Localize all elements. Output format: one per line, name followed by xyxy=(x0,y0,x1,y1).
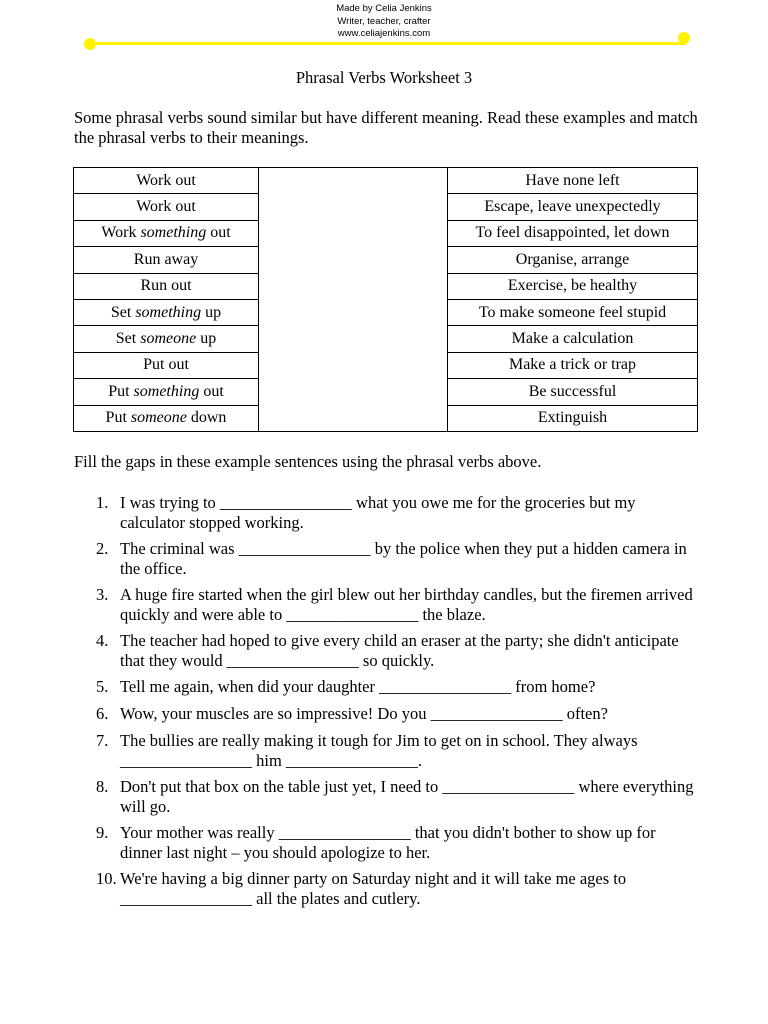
divider-dot-left xyxy=(84,38,96,50)
divider-dot-right xyxy=(678,32,690,44)
verb-text: Set xyxy=(110,303,136,321)
verb-text: Set xyxy=(115,330,141,348)
phrasal-verb-cell xyxy=(74,273,259,299)
table-row xyxy=(74,168,698,194)
meaning-cell: Extinguish xyxy=(448,405,698,431)
phrasal-verb-cell xyxy=(74,326,259,352)
verb-particle: down xyxy=(186,409,227,427)
exercise-sentence: I was trying to ________________ what you owe me for the groceries but my calculator stopped working. xyxy=(120,493,636,532)
phrasal-verb-cell xyxy=(74,405,259,431)
meaning-cell: Organise, arrange xyxy=(448,247,698,273)
exercise-sentence: Don't put that box on the table just yet, I need to ________________ where everything will go. xyxy=(120,777,694,816)
exercise-number: 4. xyxy=(96,631,109,650)
exercise-sentence: Wow, your muscles are so impressive! Do you ________________ often? xyxy=(120,704,608,723)
matching-table xyxy=(73,167,698,432)
meaning-cell: Have none left xyxy=(448,168,698,194)
exercise-number: 9. xyxy=(96,823,109,842)
exercise-number: 10. xyxy=(96,869,117,888)
phrasal-verb-cell xyxy=(74,379,259,405)
exercise-sentence: A huge fire started when the girl blew out her birthday candles, but the firemen arrived quickly and were able to ________________ the blaze. xyxy=(120,585,693,624)
verb-text: Work out xyxy=(136,198,196,216)
exercise-sentence: Tell me again, when did your daughter ________________ from home? xyxy=(120,677,596,696)
meaning-cell: Escape, leave unexpectedly xyxy=(448,194,698,220)
author-name: Made by Celia Jenkins xyxy=(336,3,432,14)
author-website: www.celiajenkins.com xyxy=(337,28,431,39)
exercise-number: 6. xyxy=(96,704,109,723)
verb-object-placeholder: someone xyxy=(130,409,187,427)
verb-particle: out xyxy=(199,382,224,400)
verb-object-placeholder: someone xyxy=(140,330,197,348)
verb-text: Run out xyxy=(140,277,192,295)
verb-text: Put xyxy=(105,409,131,427)
phrasal-verb-cell xyxy=(74,168,259,194)
exercise-sentence: The bullies are really making it tough for Jim to get on in school. They always ________________ him ________________. xyxy=(120,731,638,770)
author-tagline: Writer, teacher, crafter xyxy=(337,15,431,27)
exercise-sentence: The teacher had hoped to give every child an eraser at the party; she didn't anticipate that they would ________________ so quickly. xyxy=(120,631,679,670)
meaning-cell: To feel disappointed, let down xyxy=(448,220,698,246)
author-header xyxy=(0,3,768,41)
exercise-sentence: Your mother was really ________________ that you didn't bother to show up for dinner last night – you should apologize to her. xyxy=(120,823,656,862)
meaning-cell: Make a trick or trap xyxy=(448,352,698,378)
exercise-number: 7. xyxy=(96,731,109,750)
verb-text: Work out xyxy=(136,171,196,189)
exercise-number: 2. xyxy=(96,539,109,558)
verb-text: Work xyxy=(101,224,141,242)
exercise-sentence: We're having a big dinner party on Saturday night and it will take me ages to ________________ all the plates and cutlery. xyxy=(120,869,627,908)
intro-paragraph: Some phrasal verbs sound similar but have different meaning. Read these examples and match the phrasal verbs to their meanings. xyxy=(74,108,698,147)
verb-particle: out xyxy=(206,224,231,242)
verb-object-placeholder: something xyxy=(135,303,202,321)
phrasal-verb-cell xyxy=(74,299,259,325)
meaning-cell: Be successful xyxy=(448,379,698,405)
phrasal-verb-cell xyxy=(74,194,259,220)
phrasal-verb-cell xyxy=(74,247,259,273)
meaning-cell: Make a calculation xyxy=(448,326,698,352)
phrasal-verb-cell xyxy=(74,220,259,246)
header-divider xyxy=(88,42,686,45)
verb-particle: up xyxy=(201,303,222,321)
exercise-number: 1. xyxy=(96,493,109,512)
page-title: Phrasal Verbs Worksheet 3 xyxy=(295,68,473,87)
exercise-number: 3. xyxy=(96,585,109,604)
verb-text: Put out xyxy=(143,356,189,374)
gap-fill-instructions: Fill the gaps in these example sentences using the phrasal verbs above. xyxy=(74,452,542,471)
meaning-cell: To make someone feel stupid xyxy=(448,299,698,325)
exercise-number: 5. xyxy=(96,677,109,696)
matching-gap-column xyxy=(259,168,448,432)
phrasal-verb-cell xyxy=(74,352,259,378)
verb-text: Put xyxy=(108,382,134,400)
verb-text: Run away xyxy=(133,250,199,268)
verb-object-placeholder: something xyxy=(133,382,200,400)
meaning-cell: Exercise, be healthy xyxy=(448,273,698,299)
exercise-number: 8. xyxy=(96,777,109,796)
verb-particle: up xyxy=(196,330,217,348)
verb-object-placeholder: something xyxy=(140,224,207,242)
exercise-sentence: The criminal was ________________ by the police when they put a hidden camera in the office. xyxy=(120,539,687,578)
